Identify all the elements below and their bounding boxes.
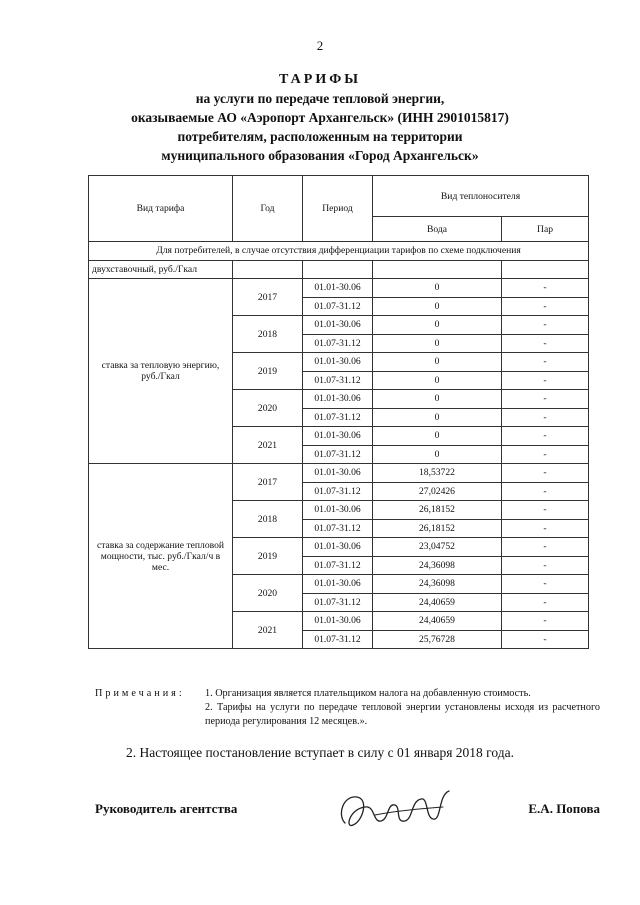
year-cell: 2020: [233, 575, 303, 612]
period-cell: 01.07-31.12: [303, 593, 373, 612]
water-value-cell: 0: [373, 279, 502, 298]
year-cell: 2017: [233, 279, 303, 316]
header-water: Вода: [373, 217, 502, 242]
year-cell: 2020: [233, 390, 303, 427]
empty-cell: [303, 260, 373, 279]
document-title: [0, 70, 640, 165]
steam-value-cell: -: [502, 353, 589, 372]
two-part-label: двухставочный, руб./Гкал: [89, 260, 233, 279]
water-value-cell: 0: [373, 390, 502, 409]
period-cell: 01.07-31.12: [303, 445, 373, 464]
header-year: Год: [233, 176, 303, 242]
water-value-cell: 25,76728: [373, 630, 502, 649]
title-line: на услуги по передаче тепловой энергии,: [195, 91, 445, 106]
period-cell: 01.01-30.06: [303, 279, 373, 298]
steam-value-cell: -: [502, 575, 589, 594]
steam-value-cell: -: [502, 408, 589, 427]
period-cell: 01.01-30.06: [303, 501, 373, 520]
period-cell: 01.01-30.06: [303, 390, 373, 409]
period-cell: 01.01-30.06: [303, 353, 373, 372]
year-cell: 2017: [233, 464, 303, 501]
period-cell: 01.01-30.06: [303, 427, 373, 446]
steam-value-cell: -: [502, 464, 589, 483]
title-main: ТАРИФЫ: [279, 72, 361, 87]
water-value-cell: 0: [373, 445, 502, 464]
period-cell: 01.01-30.06: [303, 538, 373, 557]
empty-cell: [233, 260, 303, 279]
year-cell: 2019: [233, 538, 303, 575]
notes-label: Примечания:: [95, 688, 185, 699]
header-carrier: Вид теплоносителя: [373, 176, 589, 217]
water-value-cell: 23,04752: [373, 538, 502, 557]
steam-value-cell: -: [502, 427, 589, 446]
steam-value-cell: -: [502, 501, 589, 520]
period-cell: 01.07-31.12: [303, 630, 373, 649]
period-cell: 01.07-31.12: [303, 408, 373, 427]
header-tariff-type: Вид тарифа: [89, 176, 233, 242]
signer-title: Руководитель агентства: [95, 801, 238, 816]
steam-value-cell: -: [502, 279, 589, 298]
tariff-table: [88, 175, 589, 649]
water-value-cell: 27,02426: [373, 482, 502, 501]
title-line: муниципального образования «Город Архангельск»: [161, 148, 479, 163]
note-item: 2. Тарифы на услуги по передаче тепловой энергии установлены исходя из расчетного периода регулирования 12 месяцев.».: [205, 702, 600, 727]
steam-value-cell: -: [502, 445, 589, 464]
steam-value-cell: -: [502, 297, 589, 316]
steam-value-cell: -: [502, 519, 589, 538]
table-row: [89, 279, 589, 298]
handwritten-signature: [335, 785, 455, 835]
period-cell: 01.01-30.06: [303, 575, 373, 594]
water-value-cell: 24,40659: [373, 593, 502, 612]
year-cell: 2021: [233, 612, 303, 649]
empty-cell: [502, 260, 589, 279]
water-value-cell: 0: [373, 353, 502, 372]
signature-row: [95, 797, 600, 837]
section-header: Для потребителей, в случае отсутствия дифференциации тарифов по схеме подключения: [89, 242, 589, 261]
decree-text: 2. Настоящее постановление вступает в силу с 01 января 2018 года.: [126, 745, 514, 760]
steam-value-cell: -: [502, 390, 589, 409]
header-steam: Пар: [502, 217, 589, 242]
period-cell: 01.01-30.06: [303, 464, 373, 483]
steam-value-cell: -: [502, 556, 589, 575]
tariff-type-cell: ставка за содержание тепловой мощности, тыс. руб./Гкал/ч в мес.: [89, 464, 233, 649]
water-value-cell: 24,36098: [373, 575, 502, 594]
title-line: оказываемые АО «Аэропорт Архангельск» (ИНН 2901015817): [131, 110, 509, 125]
steam-value-cell: -: [502, 371, 589, 390]
steam-value-cell: -: [502, 334, 589, 353]
water-value-cell: 26,18152: [373, 519, 502, 538]
water-value-cell: 0: [373, 427, 502, 446]
year-cell: 2018: [233, 316, 303, 353]
period-cell: 01.07-31.12: [303, 482, 373, 501]
water-value-cell: 0: [373, 371, 502, 390]
period-cell: 01.01-30.06: [303, 612, 373, 631]
period-cell: 01.07-31.12: [303, 371, 373, 390]
period-cell: 01.07-31.12: [303, 297, 373, 316]
table-body: [89, 242, 589, 649]
table-row: [89, 464, 589, 483]
water-value-cell: 0: [373, 316, 502, 335]
signer-name: Е.А. Попова: [528, 801, 600, 816]
water-value-cell: 0: [373, 334, 502, 353]
period-cell: 01.01-30.06: [303, 316, 373, 335]
tariff-type-cell: ставка за тепловую энергию, руб./Гкал: [89, 279, 233, 464]
water-value-cell: 24,40659: [373, 612, 502, 631]
steam-value-cell: -: [502, 482, 589, 501]
steam-value-cell: -: [502, 593, 589, 612]
water-value-cell: 24,36098: [373, 556, 502, 575]
note-item: 1. Организация является плательщиком налога на добавленную стоимость.: [205, 688, 531, 699]
steam-value-cell: -: [502, 316, 589, 335]
year-cell: 2019: [233, 353, 303, 390]
water-value-cell: 0: [373, 408, 502, 427]
year-cell: 2021: [233, 427, 303, 464]
title-line: потребителям, расположенным на территории: [177, 129, 463, 144]
period-cell: 01.07-31.12: [303, 556, 373, 575]
year-cell: 2018: [233, 501, 303, 538]
water-value-cell: 26,18152: [373, 501, 502, 520]
water-value-cell: 18,53722: [373, 464, 502, 483]
page-number: 2: [316, 38, 324, 53]
steam-value-cell: -: [502, 630, 589, 649]
period-cell: 01.07-31.12: [303, 519, 373, 538]
steam-value-cell: -: [502, 612, 589, 631]
period-cell: 01.07-31.12: [303, 334, 373, 353]
notes-items: [205, 687, 600, 729]
water-value-cell: 0: [373, 297, 502, 316]
steam-value-cell: -: [502, 538, 589, 557]
empty-cell: [373, 260, 502, 279]
header-period: Период: [303, 176, 373, 242]
